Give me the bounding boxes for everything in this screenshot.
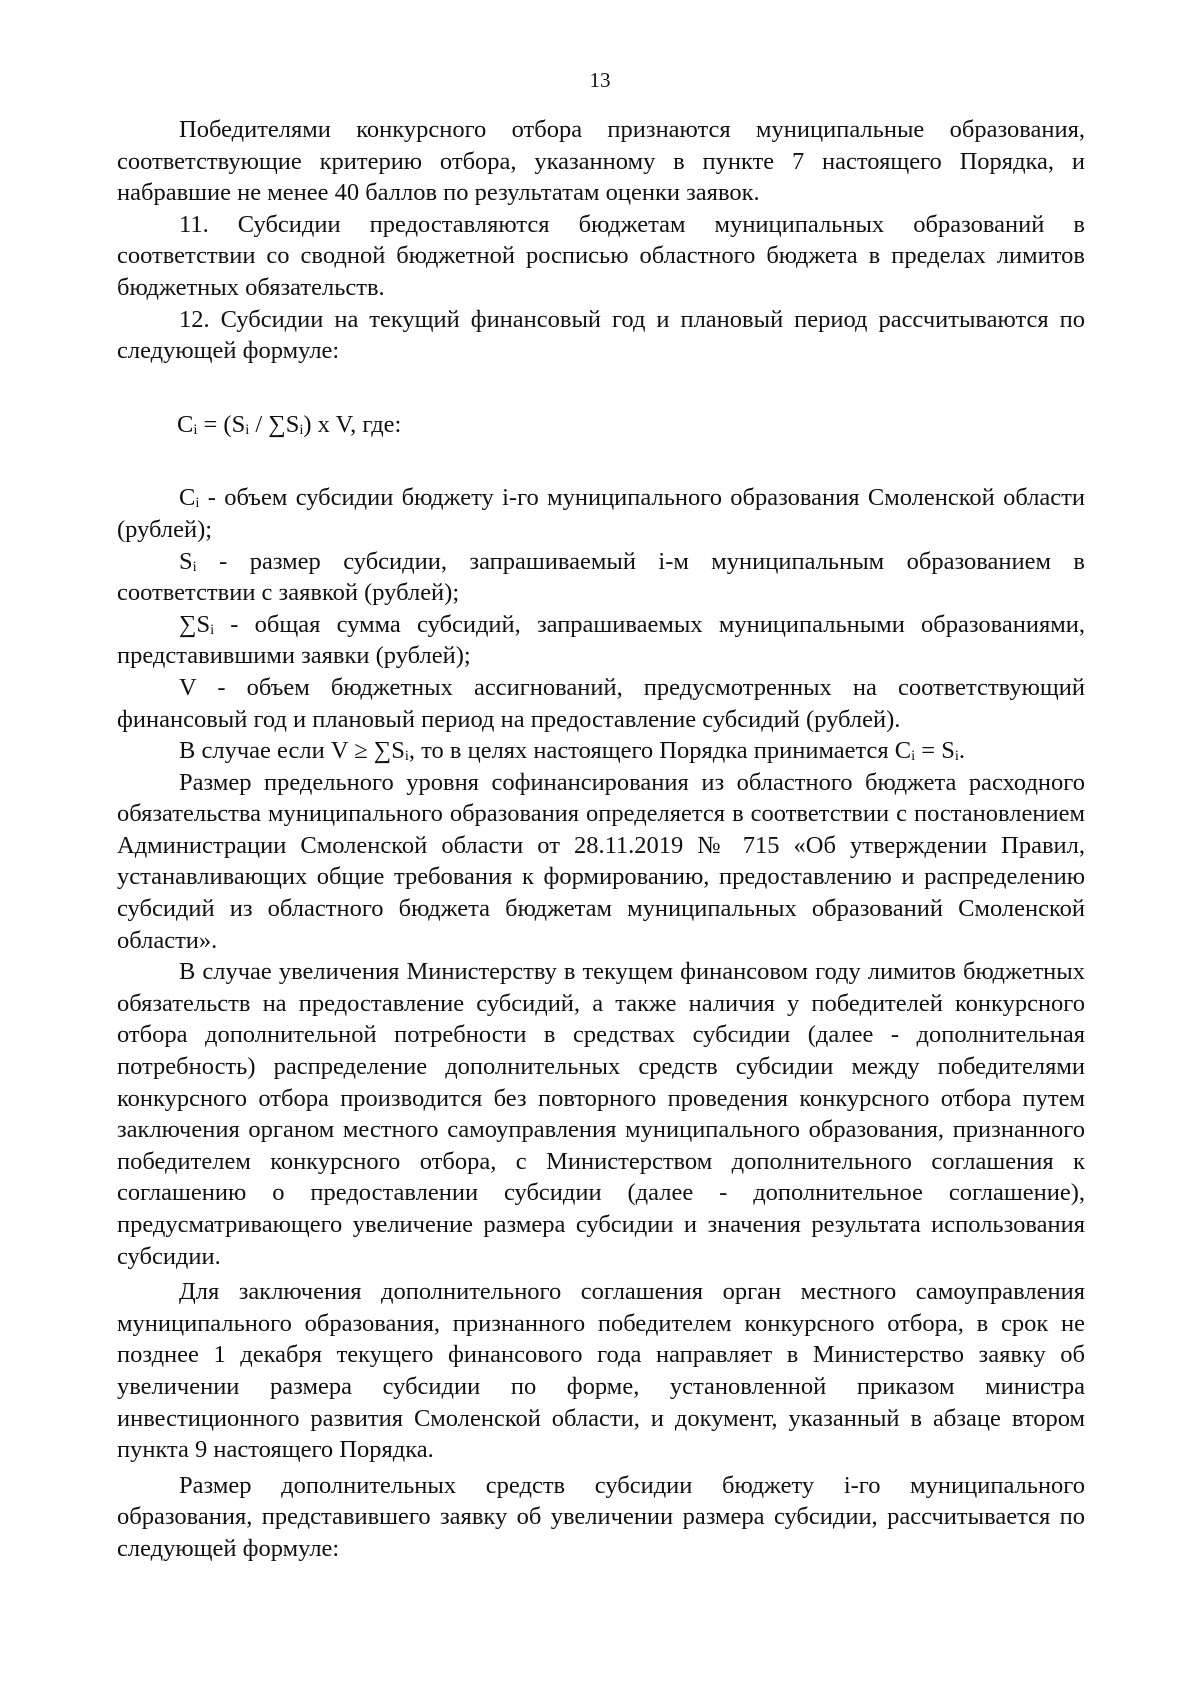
paragraph-12: 12. Субсидии на текущий финансовый год и плановый период рассчитываются по следующей формуле: bbox=[117, 305, 1085, 365]
page-number: 13 bbox=[589, 68, 611, 92]
definition-ci: Cᵢ - объем субсидии бюджету i-го муниципального образования Смоленской области (рублей); bbox=[117, 484, 1085, 543]
paragraph-additional-amount: Размер дополнительных средств субсидии бюджету i-го муниципального образования, представившего заявку об увеличении размера субсидии, рассчитывается по следующей формуле: bbox=[117, 1471, 1085, 1562]
formula: Cᵢ = (Sᵢ / ∑Sᵢ) x V, где: bbox=[177, 410, 402, 438]
paragraph-additional-limits: В случае увеличения Министерству в текущем финансовом году лимитов бюджетных обязательств на предоставление субсидий, а также наличия у победителей конкурсного отбора дополнительной потребности в средствах субсидии (далее - дополнительная потребность) распределение дополнительных средств субсидии между победителями конкурсного отбора производится без повторного проведения конкурсного отбора путем заключения органом местного самоуправления муниципального образования, признанного победителем конкурсного отбора, с Министерством дополнительного соглашения к соглашению о предоставлении субсидии (далее - дополнительное соглашение), предусматривающего увеличение размера субсидии и значения результата использования субсидии. bbox=[117, 958, 1085, 1270]
definition-case: В случае если V ≥ ∑Sᵢ, то в целях настоящего Порядка принимается Cᵢ = Sᵢ. bbox=[179, 737, 965, 765]
definition-si: Sᵢ - размер субсидии, запрашиваемый i-м муниципальным образованием в соответствии с заявкой (рублей); bbox=[117, 547, 1085, 607]
paragraph-winners: Победителями конкурсного отбора признаются муниципальные образования, соответствующие критерию отбора, указанному в пункте 7 настоящего Порядка, и набравшие не менее 40 баллов по результатам оценки заявок. bbox=[117, 116, 1085, 207]
paragraph-cofinancing: Размер предельного уровня софинансирования из областного бюджета расходного обязательства муниципального образования определяется в соответствии с постановлением Администрации Смоленской области от 28.11.2019 № 715 «Об утверждении Правил, устанавливающих общие требования к формированию, предоставлению и распределению субсидий из областного бюджета бюджетам муниципальных образований Смоленской области». bbox=[117, 768, 1085, 954]
paragraph-additional-agreement: Для заключения дополнительного соглашения орган местного самоуправления муниципального образования, признанного победителем конкурсного отбора, в срок не позднее 1 декабря текущего финансового года направляет в Министерство заявку об увеличении размера субсидии по форме, установленной приказом министра инвестиционного развития Смоленской области, и документ, указанный в абзаце втором пункта 9 настоящего Порядка. bbox=[117, 1278, 1085, 1464]
document-body bbox=[117, 114, 1085, 1565]
paragraph-11: 11. Субсидии предоставляются бюджетам муниципальных образований в соответствии со сводной бюджетной росписью областного бюджета в пределах лимитов бюджетных обязательств. bbox=[117, 210, 1085, 301]
definition-v: V - объем бюджетных ассигнований, предусмотренных на соответствующий финансовый год и плановый период на предоставление субсидий (рублей). bbox=[117, 673, 1085, 733]
definition-sum-si: ∑Sᵢ - общая сумма субсидий, запрашиваемых муниципальными образованиями, представившими заявки (рублей); bbox=[117, 610, 1085, 670]
